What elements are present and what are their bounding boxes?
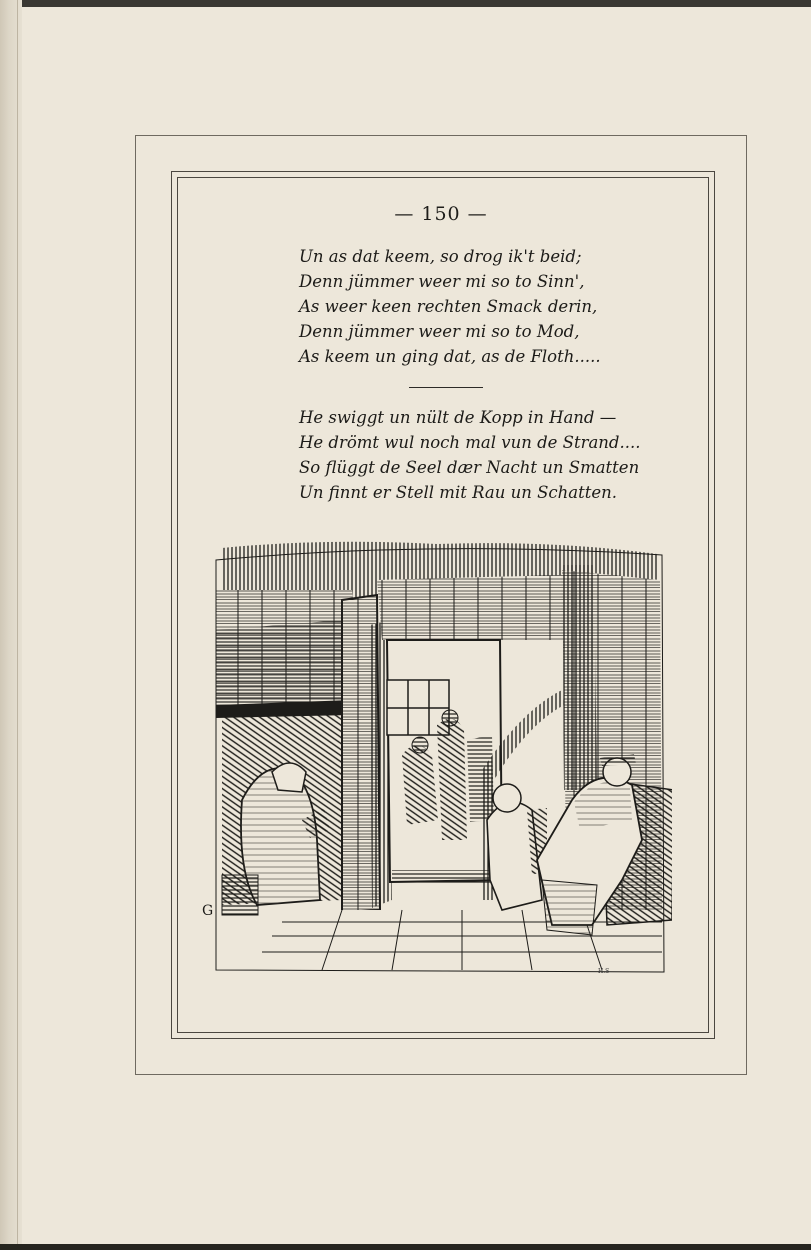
bottom-edge	[0, 1244, 811, 1250]
gutter-line	[17, 0, 18, 1244]
book-gutter	[0, 0, 22, 1244]
artist-signature: H.S	[598, 968, 610, 975]
page-number: — 150 —	[394, 203, 488, 225]
scene	[216, 542, 672, 972]
verse-line: Un finnt er Stell mit Rau un Schatten.	[299, 483, 618, 502]
verse-line: Un as dat keem, so drog ik't beid;	[299, 247, 582, 266]
verse-line: He drömt wul noch mal vun de Strand....	[299, 433, 641, 452]
engraving-illustration	[202, 540, 672, 980]
monogram: G	[202, 903, 214, 919]
stanza-divider	[409, 387, 483, 388]
verse-line: As keem un ging dat, as de Floth.....	[299, 347, 601, 366]
stanza-1	[299, 244, 659, 369]
verse-line: So flüggt de Seel dær Nacht un Smatten	[299, 458, 640, 477]
verse-line: He swiggt un nült de Kopp in Hand —	[299, 408, 617, 427]
top-edge	[0, 0, 811, 7]
verse-line: Denn jümmer weer mi so to Sinn',	[299, 272, 585, 291]
verse-line: Denn jümmer weer mi so to Mod,	[299, 322, 580, 341]
stanza-2	[299, 405, 659, 505]
verse-line: As weer keen rechten Smack derin,	[299, 297, 598, 316]
